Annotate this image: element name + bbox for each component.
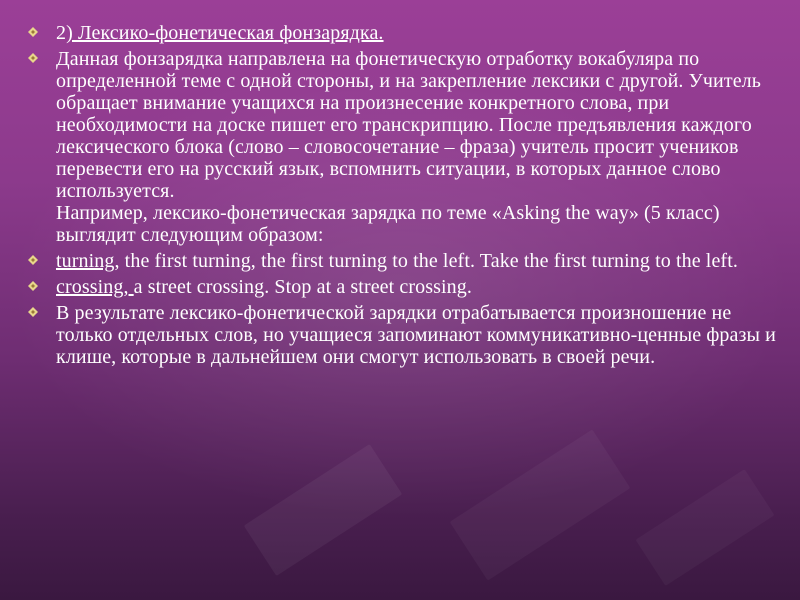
turning-keyword: turning <box>56 250 115 272</box>
bullet-turning-example <box>22 250 782 272</box>
heading-number: 2 <box>56 22 67 44</box>
description-text: Данная фонзарядка направлена на фонетическую отработку вокабуляра по определенной теме с одной стороны, и на закрепление лексики с другой. Учитель обращает внимание учащихся на произнесение конкретного слова, при необходимости на доске пишет его транскрипцию. После предъявления каждого лексического блока (слово – словосочетание – фраза) учитель просит учеников перевести его на русский язык, вспомнить ситуации, в которых данное слово используется. <box>56 48 761 202</box>
bullet-crossing-example <box>22 276 782 298</box>
heading-text: ) Лексико-фонетическая фонзарядка. <box>66 22 384 44</box>
diamond-bullet-icon <box>28 255 38 265</box>
diamond-bullet-icon <box>28 281 38 291</box>
example-intro-text: Например, лексико-фонетическая зарядка по теме «Asking the way» (5 класс) выглядит следующим образом: <box>56 202 720 246</box>
diamond-bullet-icon <box>28 27 38 37</box>
decorative-shape <box>450 429 631 580</box>
bullet-heading <box>22 22 782 44</box>
crossing-example-text: a street crossing. Stop at a street crossing. <box>133 276 472 298</box>
turning-example-text: , the first turning, the first turning to the left. Take the first turning to the left. <box>114 250 738 272</box>
diamond-bullet-icon <box>28 307 38 317</box>
slide-content <box>22 22 782 368</box>
bullet-description <box>22 48 782 246</box>
crossing-keyword: crossing, <box>56 276 134 298</box>
diamond-bullet-icon <box>28 53 38 63</box>
decorative-shape <box>636 469 775 586</box>
decorative-shape <box>244 444 402 576</box>
bullet-result <box>22 302 782 368</box>
result-text: В результате лексико-фонетической зарядки отрабатывается произношение не только отдельных слов, но учащиеся запоминают коммуникативно-ценные фразы и клише, которые в дальнейшем они смогут использовать в своей речи. <box>56 302 776 368</box>
